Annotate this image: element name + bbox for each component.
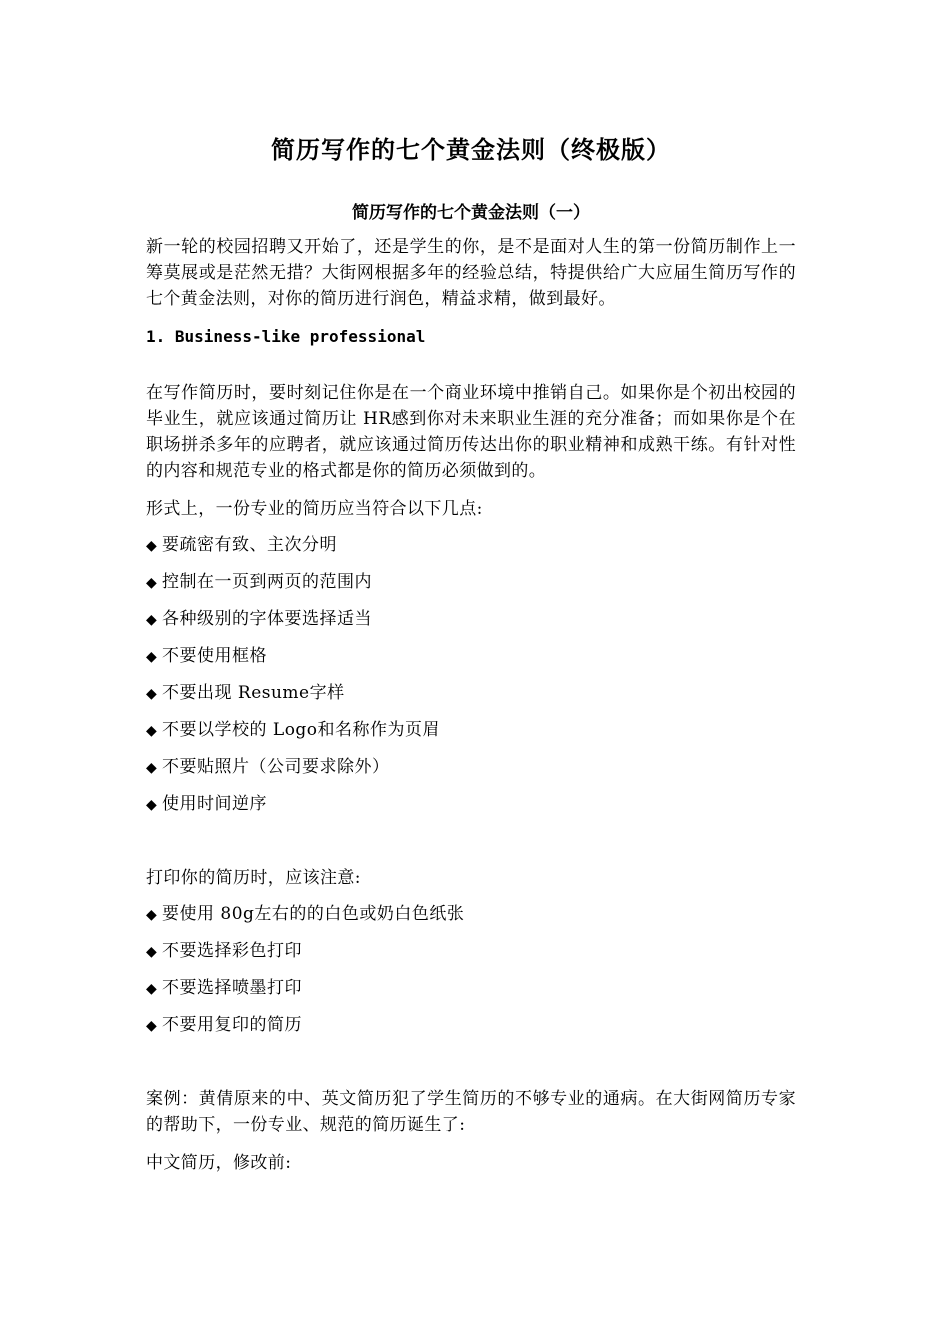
diamond-icon: ◆ — [146, 981, 158, 997]
list-item: ◆ 不要使用框格 — [146, 643, 796, 669]
diamond-icon: ◆ — [146, 1018, 158, 1034]
case-paragraph: 案例：黄倩原来的中、英文简历犯了学生简历的不够专业的通病。在大街网简历专家的帮助下，一份专业、规范的简历诞生了: — [146, 1089, 796, 1135]
document-title: 简历写作的七个黄金法则（终极版） — [271, 135, 671, 164]
diamond-icon: ◆ — [146, 686, 158, 702]
diamond-icon: ◆ — [146, 649, 158, 665]
diamond-icon: ◆ — [146, 575, 158, 591]
list-item: ◆ 使用时间逆序 — [146, 791, 796, 817]
diamond-icon: ◆ — [146, 760, 158, 776]
list-item: ◆ 控制在一页到两页的范围内 — [146, 569, 796, 595]
form-requirements-list — [146, 532, 796, 817]
list-item: ◆ 要使用 80g左右的的白色或奶白色纸张 — [146, 901, 796, 927]
list-item: ◆ 不要贴照片（公司要求除外） — [146, 754, 796, 780]
diamond-icon: ◆ — [146, 907, 158, 923]
diamond-icon: ◆ — [146, 538, 158, 554]
list-item: ◆ 不要选择彩色打印 — [146, 938, 796, 964]
list-item: ◆ 各种级别的字体要选择适当 — [146, 606, 796, 632]
intro-paragraph: 新一轮的校园招聘又开始了，还是学生的你，是不是面对人生的第一份简历制作上一筹莫展或是茫然无措？大街网根据多年的经验总结，特提供给广大应届生简历写作的七个黄金法则，对你的简历进行润色，精益求精，做到最好。 — [146, 237, 796, 309]
section-title: 简历写作的七个黄金法则（一） — [352, 203, 590, 223]
list-item: ◆ 不要以学校的 Logo和名称作为页眉 — [146, 717, 796, 743]
list-item: ◆ 不要出现 Resume字样 — [146, 680, 796, 706]
rule-1-heading: 1. Business-like professional — [146, 327, 426, 346]
print-intro: 打印你的简历时，应该注意: — [146, 868, 361, 888]
list-item: ◆ 要疏密有致、主次分明 — [146, 532, 796, 558]
diamond-icon: ◆ — [146, 797, 158, 813]
list-item: ◆ 不要用复印的简历 — [146, 1012, 796, 1038]
list-item: ◆ 不要选择喷墨打印 — [146, 975, 796, 1001]
diamond-icon: ◆ — [146, 944, 158, 960]
cn-resume-before-label: 中文简历，修改前: — [146, 1153, 292, 1173]
diamond-icon: ◆ — [146, 723, 158, 739]
document-body — [146, 130, 796, 1176]
diamond-icon: ◆ — [146, 612, 158, 628]
print-requirements-list — [146, 901, 796, 1038]
form-intro: 形式上，一份专业的简历应当符合以下几点: — [146, 499, 483, 519]
rule-1-paragraph: 在写作简历时，要时刻记住你是在一个商业环境中推销自己。如果你是个初出校园的毕业生，就应该通过简历让 HR感到你对未来职业生涯的充分准备；而如果你是个在职场拼杀多年的应聘者，就应该通过简历传达出你的职业精神和成熟干练。有针对性的内容和规范专业的格式都是你的简历必须做到的。 — [146, 383, 796, 481]
